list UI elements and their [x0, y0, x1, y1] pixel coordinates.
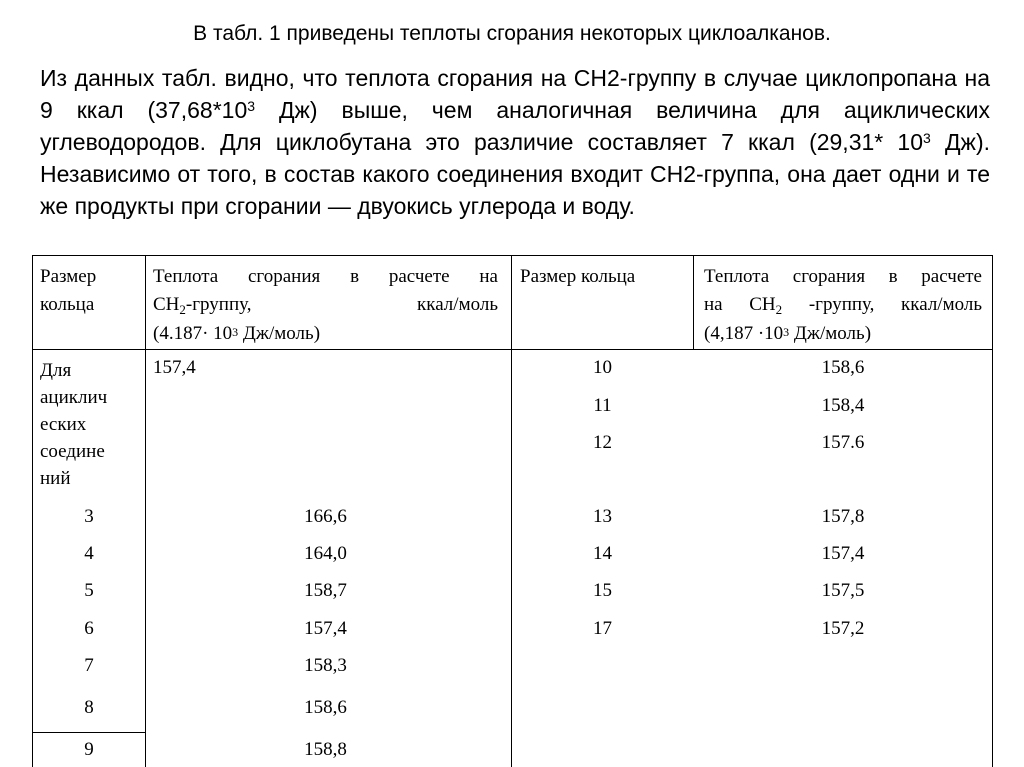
acyclic-label-line: еских: [40, 414, 87, 435]
table-border-left: [32, 255, 33, 767]
table-row-divider-9: [32, 732, 146, 733]
header-heat-1-sup: 3: [232, 325, 239, 339]
table-col-divider-3: [693, 255, 694, 350]
ring-size-cell: 8: [84, 697, 94, 718]
header-heat-1-line2: [153, 291, 498, 320]
table-border-right: [992, 255, 993, 767]
header-heat-2-line3a: (4,187 ·10: [704, 323, 784, 344]
header-heat-2-sup: 3: [783, 325, 790, 339]
table-col-divider-2: [511, 255, 512, 767]
ring-size-cell: 4: [84, 543, 94, 564]
ring-size-cell: 3: [84, 506, 94, 527]
paragraph-part-3: Дж). Независимо от того, в состав какого соединения входит СН2-группа, она дает одни и те же продукты при сгорании — двуокись углерода и воду.: [40, 129, 990, 219]
header-heat-1-line1: Теплота сгорания в расчете на: [153, 266, 498, 287]
acyclic-label-line: ний: [40, 468, 71, 489]
ring-size-cell: 7: [84, 655, 94, 676]
heat-value-cell: 158,8: [304, 739, 347, 760]
ring-size-cell: 13: [593, 506, 612, 527]
header-heat-1-line3: [153, 320, 498, 348]
ring-size-cell: 5: [84, 580, 94, 601]
paragraph-part-2: Дж) выше, чем аналогичная величина для ациклических углеводородов. Для циклобутана это различие составляет 7 ккал (29,31* 10: [40, 97, 990, 155]
ring-size-cell: 12: [593, 432, 612, 453]
header-heat-2-line2a: на СН: [704, 294, 776, 315]
header-ring-size-1: [40, 263, 140, 319]
header-heat-2-sub: 2: [775, 302, 783, 317]
heat-value-cell: 157,5: [821, 580, 865, 601]
header-heat-1-unit: ккал/моль: [417, 294, 498, 315]
heat-value-cell: 158,6: [821, 357, 865, 378]
heat-value-cell: 158,4: [821, 395, 865, 416]
table-col-divider-1: [145, 255, 146, 767]
header-heat-1-mid: -группу,: [185, 294, 252, 315]
heat-value-cell: 157,4: [304, 618, 347, 639]
header-heat-2-line2: [704, 291, 982, 320]
header-heat-2-line2b: -группу, ккал/моль: [782, 294, 983, 315]
acyclic-value: 157,4: [153, 357, 196, 378]
ring-size-cell: 11: [593, 395, 612, 416]
ring-size-cell: 17: [593, 618, 612, 639]
header-heat-2-line3b: Дж/моль): [789, 323, 872, 344]
slide-title: В табл. 1 приведены теплоты сгорания некоторых циклоалканов.: [193, 22, 831, 45]
header-heat-1: [153, 263, 498, 348]
acyclic-label: [40, 357, 140, 492]
header-heat-2: [704, 263, 982, 348]
header-ring-size-1-line2: кольца: [40, 294, 95, 315]
ring-size-cell: 15: [593, 580, 612, 601]
header-heat-2-line1: Теплота сгорания в расчете: [704, 266, 982, 287]
heat-value-cell: 157,8: [821, 506, 865, 527]
heat-value-cell: 158,7: [304, 580, 347, 601]
paragraph-sup-2: 3: [923, 130, 931, 146]
heat-value-cell: 158,6: [304, 697, 347, 718]
heat-value-cell: 157,4: [821, 543, 865, 564]
ring-size-cell: 9: [84, 739, 94, 760]
header-heat-1-line3b: Дж/моль): [238, 323, 321, 344]
heat-value-cell: 166,6: [304, 506, 347, 527]
header-heat-1-group: [153, 291, 251, 320]
header-heat-1-ch: СН: [153, 294, 180, 315]
heat-value-cell: 157,2: [821, 618, 865, 639]
header-heat-1-sub: 2: [179, 302, 186, 317]
table-border-top: [32, 255, 993, 256]
paragraph-part-1: Из данных табл. видно, что теплота сгорания на СН2-группу в случае циклопропана на 9 ккал (37,68*10: [40, 65, 990, 123]
acyclic-label-line: Для: [40, 360, 72, 381]
heat-value-cell: 157.6: [821, 432, 865, 453]
ring-size-cell: 10: [593, 357, 612, 378]
acyclic-label-line: ациклич: [40, 387, 108, 408]
ring-size-cell: 14: [593, 543, 612, 564]
paragraph-sup-1: 3: [247, 98, 256, 114]
header-ring-size-2: Размер кольца: [520, 266, 636, 287]
header-ring-size-1-line1: Размер: [40, 266, 97, 287]
ring-size-cell: 6: [84, 618, 94, 639]
header-heat-2-line3: [704, 320, 982, 348]
heat-value-cell: 158,3: [304, 655, 347, 676]
table-header-divider: [32, 349, 993, 350]
acyclic-label-line: соедине: [40, 441, 105, 462]
header-heat-1-line3a: (4.187· 10: [153, 323, 233, 344]
heat-value-cell: 164,0: [304, 543, 347, 564]
